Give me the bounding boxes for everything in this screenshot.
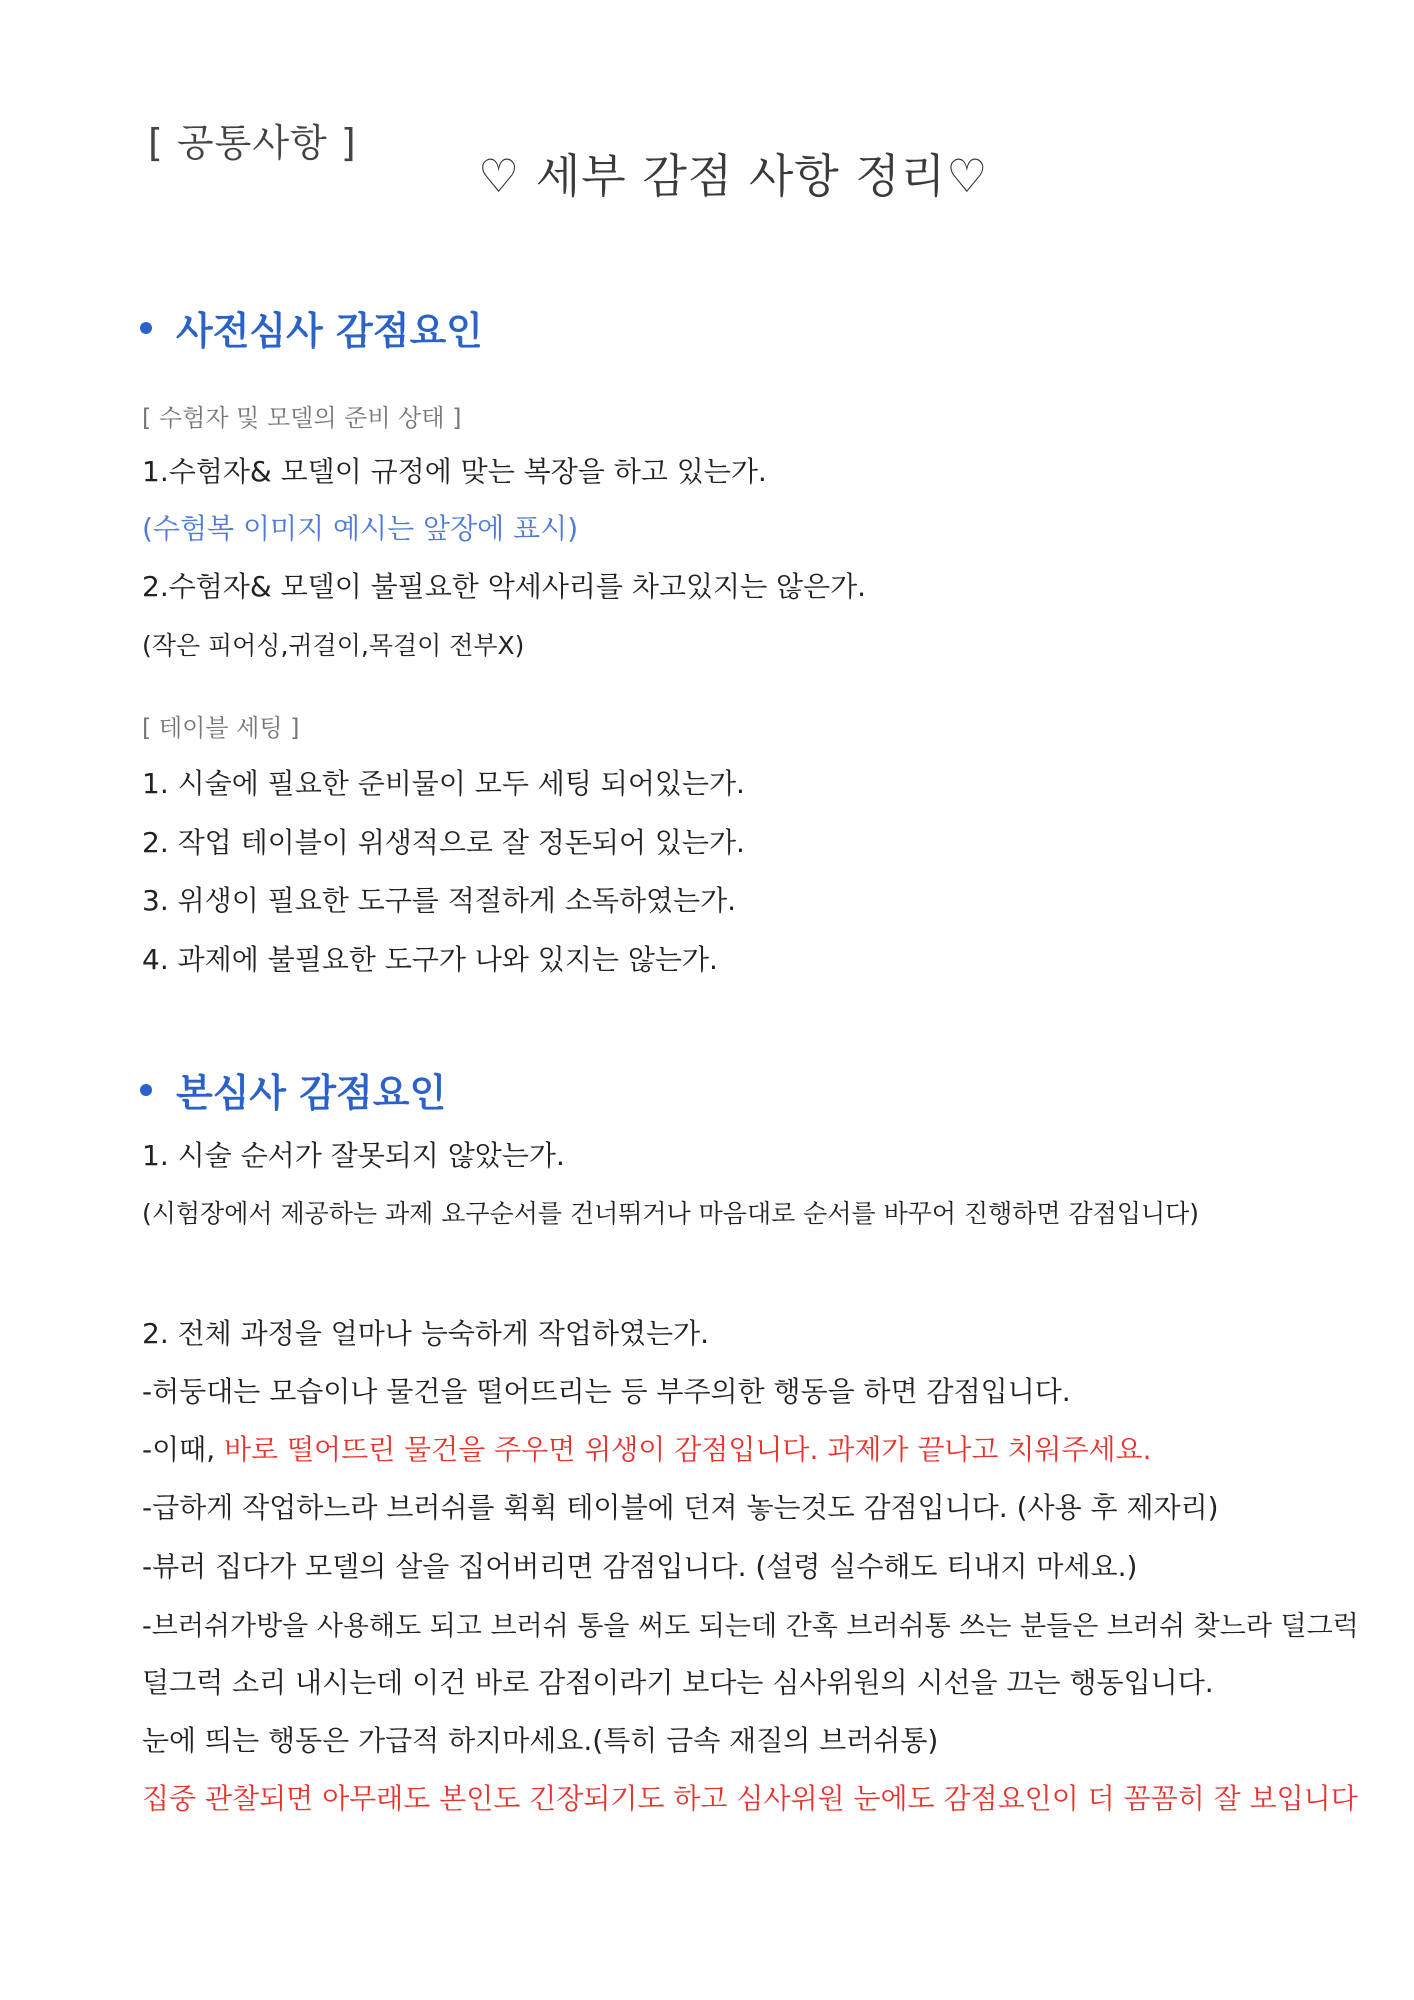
main-item-2-line-1: -허둥대는 모습이나 물건을 떨어뜨리는 등 부주의한 행동을 하면 감점입니다.: [142, 1375, 1071, 1408]
table-line-2: 2. 작업 테이블이 위생적으로 잘 정돈되어 있는가.: [142, 826, 745, 859]
bullet-icon: [140, 322, 152, 334]
table-setting-label: [ 테이블 세팅 ]: [142, 714, 300, 742]
main-item-2-title: 2. 전체 과정을 얼마나 능숙하게 작업하였는가.: [142, 1317, 709, 1350]
table-line-1: 1. 시술에 필요한 준비물이 모두 세팅 되어있는가.: [142, 767, 745, 800]
main-exam-heading: [140, 1062, 446, 1117]
main-item-2-line-3: -급하게 작업하느라 브러쉬를 휙휙 테이블에 던져 놓는것도 감점입니다. (사용 후 제자리): [142, 1491, 1219, 1524]
main-item-2-line-2: [142, 1428, 1152, 1468]
main-item-2-line-5: -브러쉬가방을 사용해도 되고 브러쉬 통을 써도 되는데 간혹 브러쉬통 쓰는 분들은 브러쉬 찾느라 덜그럭: [142, 1611, 1359, 1642]
warning-text: 바로 떨어뜨린 물건을 주우면 위생이 감점입니다. 과제가 끝나고 치워주세요.: [215, 1433, 1152, 1466]
main-exam-heading-text: 본심사 감점요인: [176, 1071, 447, 1115]
common-notes-label: [ 공통사항 ]: [148, 121, 357, 165]
main-item-2-line-7: 눈에 띄는 행동은 가급적 하지마세요.(특히 금속 재질의 브러쉬통): [142, 1724, 939, 1757]
line-prefix: -이때,: [142, 1433, 216, 1466]
main-item-1-note: (시험장에서 제공하는 과제 요구순서를 건너뛰거나 마음대로 순서를 바꾸어 진행하면 감점입니다): [142, 1199, 1200, 1228]
main-item-2-line-6: 덜그럭 소리 내시는데 이건 바로 감점이라기 보다는 심사위원의 시선을 끄는 행동입니다.: [142, 1666, 1214, 1699]
bullet-icon: [140, 1084, 152, 1096]
table-line-4: 4. 과제에 불필요한 도구가 나와 있지는 않는가.: [142, 943, 718, 976]
main-item-2-line-4: -뷰러 집다가 모델의 살을 집어버리면 감점입니다. (설령 실수해도 티내지 마세요.): [142, 1550, 1138, 1583]
main-item-1-title: 1. 시술 순서가 잘못되지 않았는가.: [142, 1139, 565, 1172]
prep-line-3: 2.수험자& 모델이 불필요한 악세사리를 차고있지는 않은가.: [142, 570, 867, 603]
page-title: ♡ 세부 감점 사항 정리♡: [478, 149, 989, 203]
prep-status-label: [ 수험자 및 모델의 준비 상태 ]: [142, 404, 462, 432]
prep-line-4: (작은 피어싱,귀걸이,목걸이 전부X): [142, 631, 525, 660]
table-line-3: 3. 위생이 필요한 도구를 적절하게 소독하였는가.: [142, 884, 737, 917]
main-item-2-line-8: 집중 관찰되면 아무래도 본인도 긴장되기도 하고 심사위원 눈에도 감점요인이 더 꼼꼼히 잘 보입니다: [142, 1782, 1358, 1815]
pre-exam-heading: [140, 300, 483, 355]
prep-line-2: (수험복 이미지 예시는 앞장에 표시): [142, 512, 579, 545]
prep-line-1: 1.수험자& 모델이 규정에 맞는 복장을 하고 있는가.: [142, 455, 767, 488]
pre-exam-heading-text: 사전심사 감점요인: [176, 309, 483, 353]
